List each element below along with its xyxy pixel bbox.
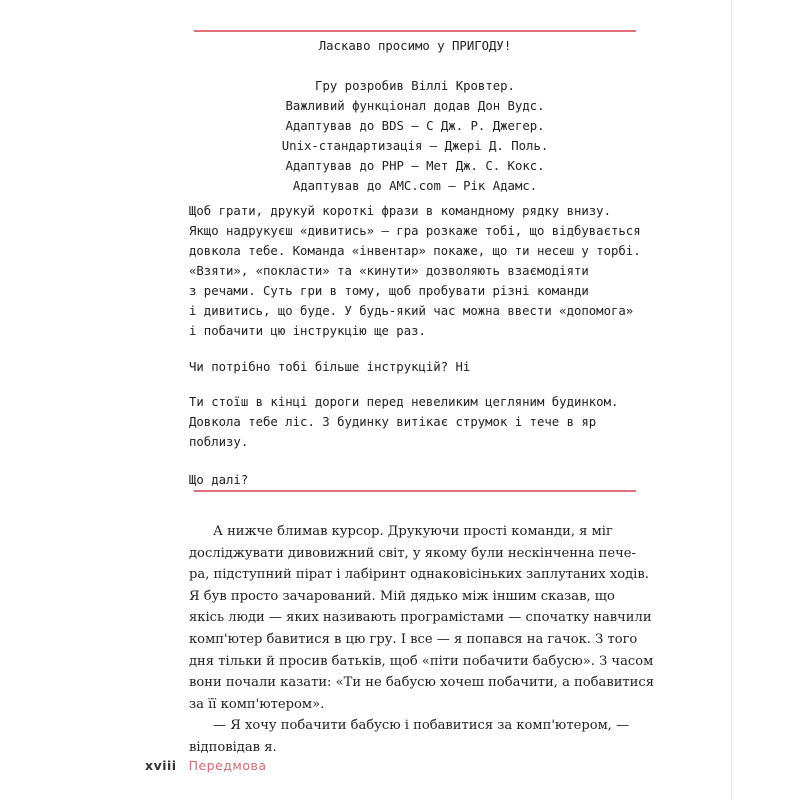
credit-line: Адаптував до BDS — С Дж. Р. Джегер. bbox=[285, 119, 545, 133]
prose-line: якісь люди — яких називають програмістами — спочатку навчили bbox=[189, 610, 652, 626]
credit-line: Unix-стандартизація — Джері Д. Поль. bbox=[281, 139, 549, 153]
prose-line: А нижче блимав курсор. Друкуючи прості команди, я міг bbox=[213, 524, 613, 539]
location-description bbox=[189, 392, 641, 452]
instruction-line: Щоб грати, друкуй короткі фрази в командному рядку внизу. bbox=[189, 204, 611, 218]
credit-line: Важливий функціонал додав Дон Вудс. bbox=[285, 99, 545, 113]
instruction-line: довкола тебе. Команда «інвентар» покаже, що ти несеш у торбі. bbox=[189, 244, 641, 258]
instruction-line: і побачити цю інструкцію ще раз. bbox=[189, 324, 426, 338]
prose-line: дня тільки й просив батьків, щоб «піти побачити бабусю». З часом bbox=[189, 653, 654, 669]
bottom-red-rule bbox=[194, 490, 636, 492]
story-line: Ти стоїш в кінці дороги перед невеликим цегляним будинком. bbox=[189, 395, 619, 409]
command-prompt: Що далі? bbox=[189, 473, 249, 487]
credit-line: Адаптував до PHP — Мет Дж. С. Кокс. bbox=[285, 159, 545, 173]
prose-line: вони почали казати: «Ти не бабусю хочеш побачити, а побавитися bbox=[189, 675, 654, 691]
page-number: xviii bbox=[145, 758, 177, 773]
body-text bbox=[189, 521, 654, 759]
credit-line: Гру розробив Віллі Кровтер. bbox=[315, 79, 515, 93]
instructions-block bbox=[189, 201, 641, 341]
page-footer bbox=[145, 758, 267, 773]
instruction-line: Якщо надрукуєш «дивитись» — гра розкаже тобі, що відбувається bbox=[189, 224, 641, 238]
prose-line: за її комп'ютером». bbox=[189, 696, 325, 712]
prose-line: — Я хочу побачити бабусю і побавитися за комп'ютером, — bbox=[213, 718, 630, 734]
prose-line: ра, підступний пірат і лабіринт однаковісіньких заплутаних ходів. bbox=[189, 567, 649, 583]
prose-line: досліджувати дивовижний світ, у якому були нескінченна пече- bbox=[189, 545, 636, 561]
story-line: Довкола тебе ліс. З будинку витікає струмок і тече в яр bbox=[189, 415, 597, 429]
credit-line: Адаптував до AMC.com — Рік Адамс. bbox=[292, 179, 538, 193]
prose-line: відповідав я. bbox=[189, 739, 277, 755]
prose-line: Я був просто зачарований. Мій дядько між іншим сказав, що bbox=[189, 588, 615, 604]
story-line: поблизу. bbox=[189, 435, 249, 449]
instruction-line: «Взяти», «покласти» та «кинути» дозволяють взаємодіяти bbox=[189, 264, 589, 278]
top-red-rule bbox=[194, 30, 636, 32]
instruction-line: і дивитись, що буде. У будь-який час можна ввести «допомога» bbox=[189, 304, 634, 318]
prose-line: комп'ютер бавитися в цю гру. І все — я попався на гачок. З того bbox=[189, 631, 638, 647]
running-head: Передмова bbox=[188, 758, 267, 773]
welcome-block bbox=[189, 36, 641, 196]
welcome-line: Ласкаво просимо у ПРИГОДУ! bbox=[318, 39, 512, 53]
more-instructions-question: Чи потрібно тобі більше інструкцій? Ні bbox=[189, 360, 471, 374]
instruction-line: з речами. Суть гри в тому, щоб пробувати різні команди bbox=[189, 284, 589, 298]
page-edge bbox=[731, 0, 732, 800]
